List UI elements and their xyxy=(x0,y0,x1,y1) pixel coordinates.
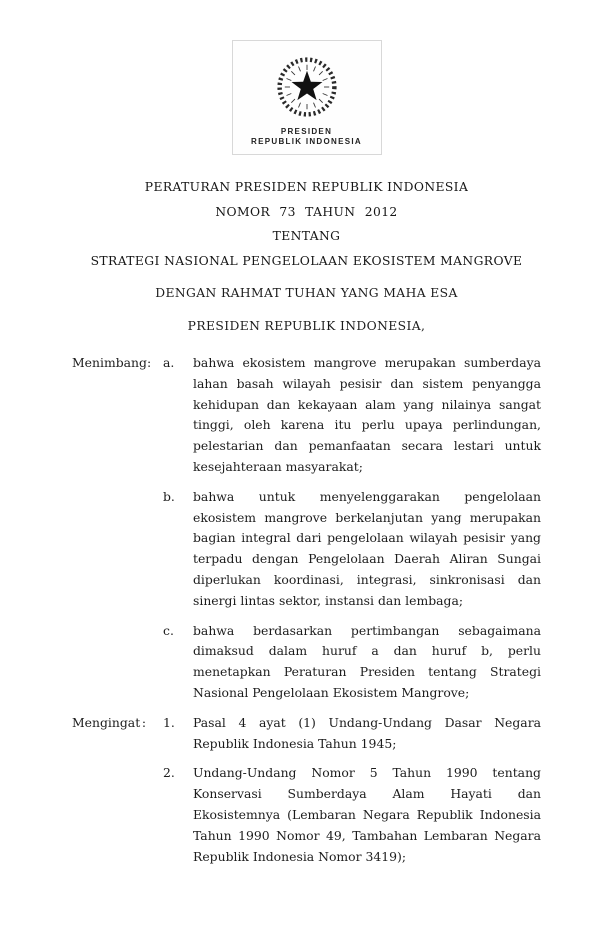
legal-basis-row-1 xyxy=(72,713,541,755)
label-spacer xyxy=(72,763,163,867)
item-text: bahwa ekosistem mangrove merupakan sumberdaya lahan basah wilayah pesisir dan sistem penyangga kehidupan dan kekayaan alam yang nilainya sangat tinggi, oleh karena itu perlu upaya perlindungan, pelestarian dan pemanfaatan secara lestari untuk kesejahteraan masyarakat; xyxy=(193,355,541,474)
item-text: bahwa berdasarkan pertimbangan sebagaimana dimaksud dalam huruf a dan huruf b, perlu menetapkan Peraturan Presiden tentang Strategi Nasional Pengelolaan Ekosistem Mangrove; xyxy=(193,622,541,700)
body-block xyxy=(72,353,541,867)
title-number: NOMOR 73 TAHUN 2012 xyxy=(215,204,398,219)
title-subject: STRATEGI NASIONAL PENGELOLAAN EKOSISTEM MANGROVE xyxy=(90,253,523,268)
item-marker: b. xyxy=(163,488,175,504)
title-regulation: PERATURAN PRESIDEN REPUBLIK INDONESIA xyxy=(144,180,469,194)
letterhead-line-presiden: PRESIDEN xyxy=(280,127,333,136)
legal-basis-row-2 xyxy=(72,763,541,867)
letterhead xyxy=(232,40,382,155)
section-label-mengingat xyxy=(72,713,163,755)
label-spacer xyxy=(72,621,163,704)
item-text: Undang-Undang Nomor 5 Tahun 1990 tentang Konservasi Sumberdaya Alam Hayati dan Ekosistemnya (Lembaran Negara Republik Indonesia Tahun 1990 Nomor 49, Tambahan Lembaran Negara Republik Indonesia Nomor 3419); xyxy=(193,765,541,864)
section-label-word: Menimbang xyxy=(72,355,147,370)
section-label-menimbang xyxy=(72,353,163,478)
grace-line: DENGAN RAHMAT TUHAN YANG MAHA ESA xyxy=(155,286,458,300)
item-text: bahwa untuk menyelenggarakan pengelolaan ekosistem mangrove berkelanjutan yang merupakan bagian integral dari pengelolaan wilayah pesisir yang terpadu dengan Pengelolaan Daerah Aliran Sungai diperlukan koordinasi, integrasi, sinkronisasi dan sinergi lintas sektor, instansi dan lembaga; xyxy=(193,488,541,608)
item-marker: 1. xyxy=(163,714,175,730)
label-spacer xyxy=(72,487,163,612)
item-marker: 2. xyxy=(163,765,175,781)
item-text: Pasal 4 ayat (1) Undang-Undang Dasar Negara Republik Indonesia Tahun 1945; xyxy=(193,714,541,751)
authority-line: PRESIDEN REPUBLIK INDONESIA, xyxy=(187,319,426,333)
title-block xyxy=(72,175,541,273)
section-label-colon: : xyxy=(146,355,152,370)
section-label-word: Mengingat xyxy=(72,714,141,730)
letterhead-line-republik: REPUBLIK INDONESIA xyxy=(251,137,362,146)
section-label-colon: : xyxy=(141,714,146,730)
item-marker: c. xyxy=(163,622,174,638)
title-tentang: TENTANG xyxy=(272,229,341,243)
considerations-row-a xyxy=(72,353,541,478)
national-emblem-icon xyxy=(270,50,344,124)
item-marker: a. xyxy=(163,355,175,370)
letterhead-text xyxy=(233,127,381,147)
considerations-row-c xyxy=(72,621,541,704)
considerations-row-b xyxy=(72,487,541,612)
